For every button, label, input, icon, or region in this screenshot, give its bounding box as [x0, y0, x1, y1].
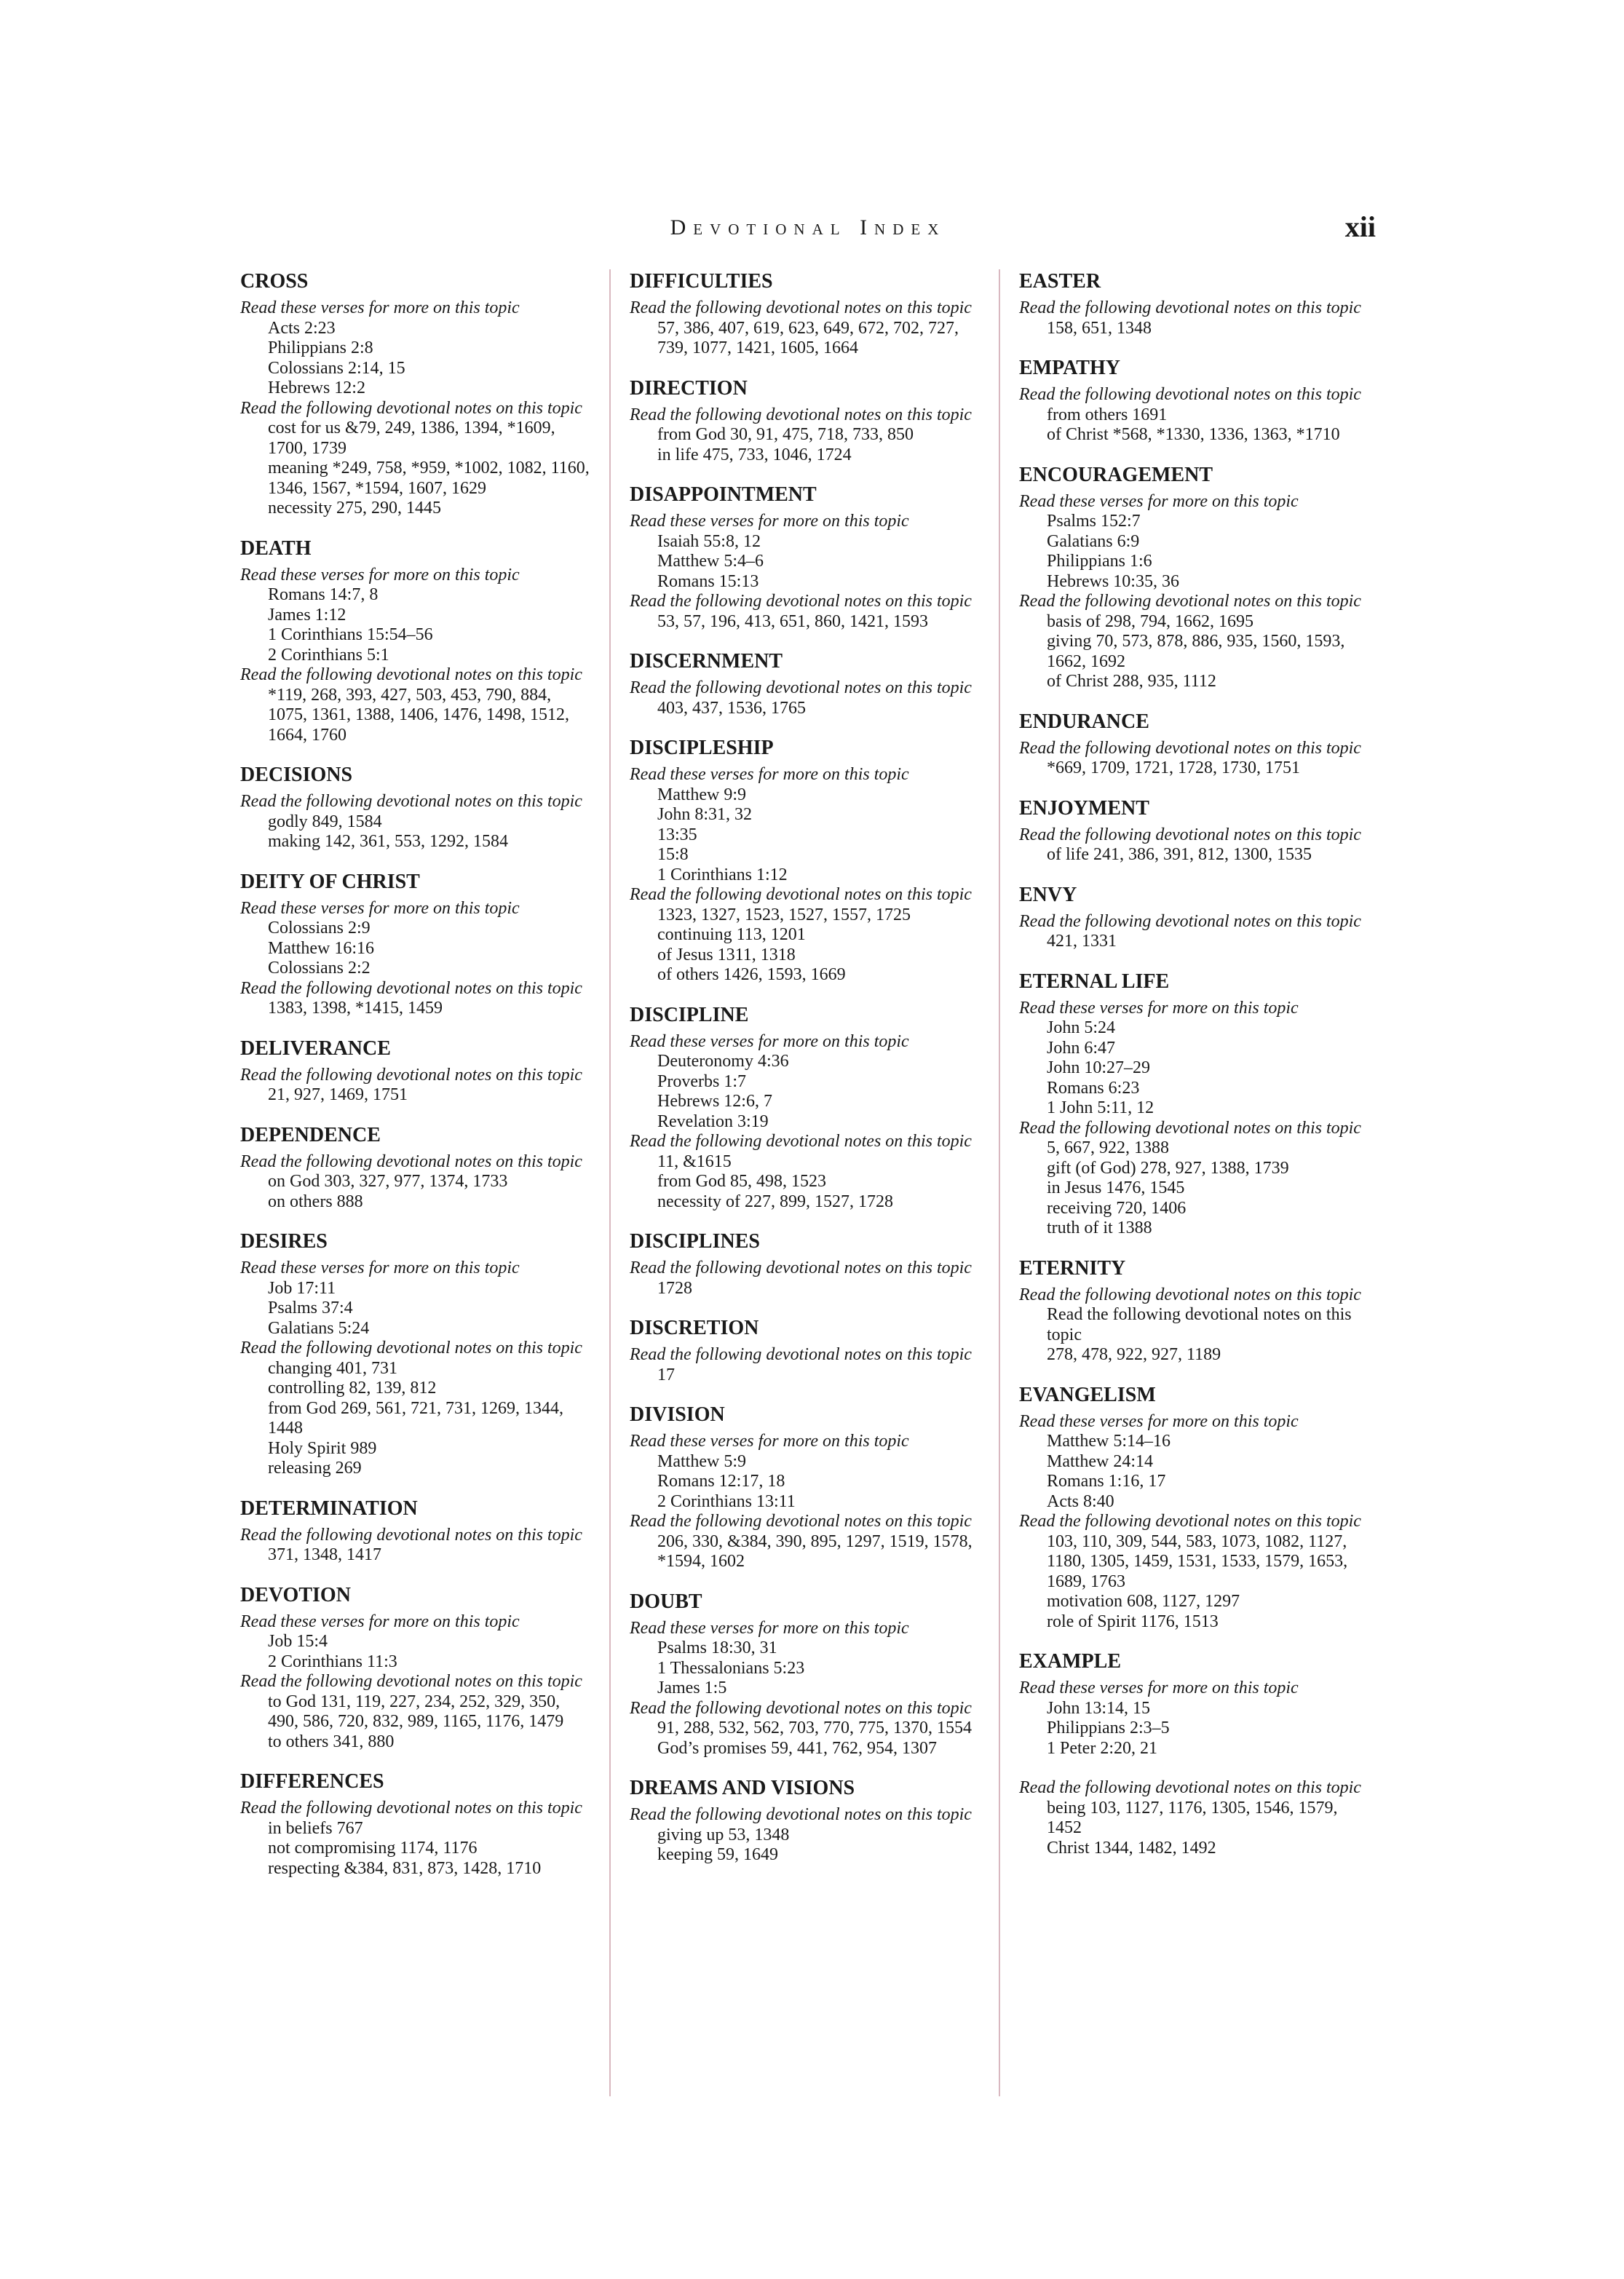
index-topic [630, 269, 979, 359]
index-entry: cost for us &79, 249, 1386, 1394, *1609, 1700, 1739 [268, 419, 555, 458]
topic-intro: Read the following devotional notes on this topic [630, 1512, 972, 1531]
topic-block [630, 678, 979, 718]
index-entry: on God 303, 327, 977, 1374, 1733 [268, 1172, 508, 1191]
index-entry: 1 Corinthians 15:54–56 [268, 625, 433, 644]
topic-title: DEVOTION [240, 1583, 351, 1606]
index-entry: from others 1691 [1047, 405, 1168, 424]
index-topic [1019, 796, 1368, 865]
topic-title: DREAMS AND VISIONS [630, 1777, 855, 1799]
topic-block [1019, 912, 1368, 952]
index-entry: on others 888 [268, 1192, 363, 1211]
topic-intro: Read these verses for more on this topic [630, 765, 909, 784]
topic-intro: Read the following devotional notes on this topic [1019, 1512, 1361, 1531]
topic-block [1019, 385, 1368, 445]
index-entry: John 5:24 [1047, 1018, 1116, 1037]
index-entry: from God 30, 91, 475, 718, 733, 850 [657, 425, 914, 444]
topic-intro: Read the following devotional notes on this topic [630, 678, 972, 697]
topic-intro: Read the following devotional notes on this topic [240, 978, 582, 998]
topic-block [240, 566, 590, 666]
topic-intro: Read the following devotional notes on this topic [630, 592, 972, 611]
topic-intro: Read the following devotional notes on this topic [240, 1525, 582, 1545]
column-divider [999, 269, 1000, 2096]
index-entry: Isaiah 55:8, 12 [657, 531, 761, 551]
topic-intro: Read the following devotional notes on this topic [1019, 738, 1361, 758]
index-topic [630, 376, 979, 466]
topic-title: ETERNITY [1019, 1256, 1126, 1280]
index-entry: Romans 12:17, 18 [657, 1472, 785, 1491]
topic-title: DISCIPLINE [630, 1003, 749, 1026]
topic-intro: Read the following devotional notes on this topic [240, 792, 582, 811]
topic-block [630, 1345, 979, 1385]
index-entry: of Jesus 1311, 1318 [657, 945, 796, 964]
topic-intro: Read the following devotional notes on this topic [1019, 1118, 1361, 1138]
topic-block [240, 1672, 590, 1752]
topic-block [1019, 1512, 1368, 1632]
index-entry: giving up 53, 1348 [657, 1825, 790, 1844]
topic-title: ENDURANCE [1019, 710, 1149, 733]
topic-block [240, 1612, 590, 1673]
index-entry: keeping 59, 1649 [657, 1845, 778, 1864]
index-entry: Philippians 1:6 [1047, 552, 1152, 571]
topic-intro: Read these verses for more on this topic [240, 1259, 520, 1277]
index-entry: God’s promises 59, 441, 762, 954, 1307 [657, 1738, 937, 1758]
index-topic [240, 1497, 590, 1566]
topic-intro: Read the following devotional notes on this topic [630, 405, 972, 424]
topic-block [630, 1032, 979, 1133]
index-entry: Matthew 5:4–6 [657, 552, 764, 571]
index-entry: Colossians 2:14, 15 [268, 358, 405, 378]
running-title: Devotional Index [670, 215, 946, 239]
index-entry: 21, 927, 1469, 1751 [268, 1085, 408, 1104]
index-entry: Revelation 3:19 [657, 1111, 769, 1131]
index-entry: continuing 113, 1201 [657, 925, 806, 944]
index-entry: godly 849, 1584 [268, 812, 382, 831]
index-entry: Job 15:4 [268, 1632, 328, 1651]
topic-intro: Read the following devotional notes on this topic [630, 1345, 972, 1364]
index-entry: Acts 2:23 [268, 318, 336, 338]
index-entry: 158, 651, 1348 [1047, 318, 1152, 338]
index-entry: Hebrews 12:6, 7 [657, 1092, 772, 1111]
index-entry: 421, 1331 [1047, 932, 1117, 951]
index-entry: Philippians 2:3–5 [1047, 1719, 1170, 1737]
index-entry: 206, 330, &384, 390, 895, 1297, 1519, 1578, *1594, 1602 [657, 1531, 973, 1571]
index-entry: Galatians 6:9 [1047, 531, 1140, 551]
index-entry: John 8:31, 32 [657, 805, 753, 824]
topic-intro: Read these verses for more on this topic [240, 565, 520, 584]
index-entry: in Jesus 1476, 1545 [1047, 1178, 1185, 1197]
index-entry: *669, 1709, 1721, 1728, 1730, 1751 [1047, 758, 1300, 777]
topic-block [1019, 1119, 1368, 1239]
index-entry: Holy Spirit 989 [268, 1438, 377, 1458]
index-entry: to others 341, 880 [268, 1732, 395, 1751]
topic-intro: Read these verses for more on this topic [630, 1618, 909, 1638]
topic-block [240, 792, 590, 852]
index-entry: to God 131, 119, 227, 234, 252, 329, 350, 490, 586, 720, 832, 989, 1165, 1176, 1479 [268, 1692, 564, 1731]
index-entry: necessity of 227, 899, 1527, 1728 [657, 1192, 893, 1211]
topic-block [630, 885, 979, 986]
topic-intro: Read the following devotional notes on this topic [1019, 1778, 1361, 1797]
index-entry: gift (of God) 278, 927, 1388, 1739 [1047, 1158, 1289, 1178]
topic-block [630, 1512, 979, 1572]
topic-intro: Read these verses for more on this topic [1019, 1678, 1299, 1697]
index-entry: Acts 8:40 [1047, 1491, 1114, 1511]
topic-title: ENVY [1019, 883, 1077, 906]
index-entry: giving 70, 573, 878, 886, 935, 1560, 1593, 1662, 1692 [1047, 632, 1345, 671]
topic-block [630, 1132, 979, 1212]
index-entry: John 13:14, 15 [1047, 1698, 1151, 1718]
index-entry: 1383, 1398, *1415, 1459 [268, 999, 443, 1018]
index-entry: Hebrews 10:35, 36 [1047, 571, 1179, 591]
index-topic [1019, 1649, 1368, 1858]
index-entry: from God 85, 498, 1523 [657, 1172, 826, 1191]
page-number: xii [1344, 210, 1376, 243]
topic-block [240, 1339, 590, 1479]
topic-block [240, 399, 590, 519]
index-entry: in beliefs 767 [268, 1818, 363, 1838]
topic-intro: Read the following devotional notes on this topic [240, 398, 582, 418]
index-entry: Matthew 5:9 [657, 1451, 746, 1471]
topic-title: DESIRES [240, 1230, 328, 1253]
index-entry: 371, 1348, 1417 [268, 1545, 381, 1564]
topic-title: DOUBT [630, 1590, 702, 1613]
topic-intro: Read the following devotional notes on this topic [240, 1065, 582, 1085]
index-entry: of Christ 288, 935, 1112 [1047, 672, 1216, 691]
topic-block [240, 1066, 590, 1106]
index-topic [630, 483, 979, 632]
index-topic [630, 1316, 979, 1385]
index-entry: 1323, 1327, 1523, 1527, 1557, 1725 [657, 905, 911, 924]
topic-block [630, 592, 979, 632]
topic-block [240, 298, 590, 399]
index-entry: Philippians 2:8 [268, 338, 373, 357]
topic-intro: Read the following devotional notes on this topic [240, 1339, 582, 1358]
index-topic [1019, 1256, 1368, 1366]
topic-block [630, 405, 979, 466]
topic-title: DECISIONS [240, 764, 353, 786]
topic-block [630, 1259, 979, 1299]
topic-block [630, 1699, 979, 1759]
topic-intro: Read the following devotional notes on this topic [240, 1672, 582, 1691]
topic-intro: Read the following devotional notes on this topic [630, 1698, 972, 1718]
index-entry: Deuteronomy 4:36 [657, 1052, 789, 1071]
topic-title: CROSS [240, 270, 309, 293]
index-topic [630, 1403, 979, 1572]
index-entry: truth of it 1388 [1047, 1218, 1152, 1237]
index-entry: 11, &1615 [657, 1152, 732, 1171]
index-entry: 1 Thessalonians 5:23 [657, 1658, 805, 1678]
index-entry: of Christ *568, *1330, 1336, 1363, *1710 [1047, 425, 1340, 444]
index-topic [630, 1229, 979, 1299]
topic-title: DIRECTION [630, 376, 748, 400]
topic-block [240, 1799, 590, 1879]
index-entry: 2 Corinthians 11:3 [268, 1652, 397, 1671]
index-topic [630, 1776, 979, 1866]
index-topic [1019, 1383, 1368, 1633]
index-entry: controlling 82, 139, 812 [268, 1379, 437, 1398]
index-entry: 53, 57, 196, 413, 651, 860, 1421, 1593 [657, 611, 928, 631]
index-entry: basis of 298, 794, 1662, 1695 [1047, 611, 1253, 631]
index-entry: *119, 268, 393, 427, 503, 453, 790, 884, 1075, 1361, 1388, 1406, 1476, 1498, 1512, 1664, 1760 [268, 685, 569, 745]
topic-title: DELIVERANCE [240, 1037, 391, 1060]
topic-intro: Read the following devotional notes on this topic [1019, 385, 1361, 404]
topic-title: EMPATHY [1019, 357, 1120, 379]
index-entry: Psalms 18:30, 31 [657, 1638, 777, 1657]
topic-title: EASTER [1019, 270, 1101, 293]
index-topic [630, 1590, 979, 1759]
topic-intro: Read the following devotional notes on this topic [630, 298, 972, 317]
index-entry: Matthew 24:14 [1047, 1451, 1153, 1471]
index-entry: Matthew 5:14–16 [1047, 1432, 1171, 1451]
topic-intro: Read these verses for more on this topic [630, 512, 909, 531]
index-entry: 5, 667, 922, 1388 [1047, 1138, 1169, 1157]
index-entry: Romans 6:23 [1047, 1078, 1140, 1098]
index-entry: Job 17:11 [268, 1278, 336, 1298]
topic-intro: Read the following devotional notes on this topic [630, 1132, 972, 1151]
index-topic [1019, 883, 1368, 952]
index-entry: Colossians 2:9 [268, 919, 371, 938]
index-entry: not compromising 1174, 1176 [268, 1839, 478, 1858]
index-topic [240, 870, 590, 1019]
index-entry: making 142, 361, 553, 1292, 1584 [268, 832, 508, 851]
index-topic [630, 736, 979, 986]
index-topic [240, 1229, 590, 1479]
index-entry: motivation 608, 1127, 1297 [1047, 1592, 1240, 1611]
topic-intro: Read these verses for more on this topic [1019, 491, 1299, 511]
topic-intro: Read these verses for more on this topic [240, 1612, 520, 1631]
topic-block [630, 1619, 979, 1699]
block-spacer [1019, 1759, 1368, 1778]
index-entry: Colossians 2:2 [268, 959, 371, 978]
index-entry: 17 [657, 1365, 675, 1384]
index-topic [1019, 710, 1368, 779]
topic-title: ENJOYMENT [1019, 796, 1149, 820]
index-entry: John 6:47 [1047, 1038, 1116, 1058]
index-topic [1019, 356, 1368, 445]
topic-title: ENCOURAGEMENT [1019, 463, 1213, 486]
topic-title: DISCRETION [630, 1317, 759, 1339]
index-topic [1019, 269, 1368, 338]
topic-title: DETERMINATION [240, 1497, 418, 1520]
index-entry: James 1:12 [268, 605, 346, 625]
topic-title: DEPENDENCE [240, 1123, 381, 1146]
topic-block [1019, 492, 1368, 592]
index-column-1 [240, 269, 590, 1896]
topic-title: DISCIPLINES [630, 1230, 760, 1253]
page-header [240, 210, 1376, 252]
index-entry: from God 269, 561, 721, 731, 1269, 1344, 1448 [268, 1398, 563, 1438]
index-entry: Romans 1:16, 17 [1047, 1472, 1166, 1491]
index-column-2 [630, 269, 979, 1883]
topic-title: DISAPPOINTMENT [630, 483, 817, 506]
topic-intro: Read the following devotional notes on this topic [1019, 298, 1361, 317]
topic-title: DEATH [240, 536, 312, 560]
index-entry: being 103, 1127, 1176, 1305, 1546, 1579, 1452 [1047, 1798, 1338, 1837]
topic-intro: Read the following devotional notes on this topic [1019, 1285, 1361, 1304]
index-entry: 15:8 [657, 845, 689, 864]
index-columns [240, 269, 1383, 2104]
topic-intro: Read these verses for more on this topic [630, 1031, 909, 1051]
index-entry: Matthew 16:16 [268, 938, 374, 958]
topic-title: EXAMPLE [1019, 1650, 1121, 1673]
topic-intro: Read these verses for more on this topic [630, 1432, 909, 1451]
topic-intro: Read the following devotional notes on this topic [630, 885, 972, 904]
index-topic [1019, 463, 1368, 692]
topic-block [1019, 298, 1368, 338]
index-entry: 2 Corinthians 5:1 [268, 645, 389, 665]
topic-title: DIFFICULTIES [630, 270, 773, 293]
index-entry: 278, 478, 922, 927, 1189 [1047, 1345, 1221, 1364]
topic-block [240, 1526, 590, 1566]
index-entry: 13:35 [657, 825, 697, 844]
topic-title: DIVISION [630, 1403, 725, 1426]
topic-title: DEITY OF CHRIST [240, 870, 420, 893]
index-entry: necessity 275, 290, 1445 [268, 499, 441, 518]
topic-intro: Read the following devotional notes on this topic [630, 1805, 972, 1824]
index-entry: Romans 14:7, 8 [268, 585, 379, 604]
index-entry: 103, 110, 309, 544, 583, 1073, 1082, 1127, 1180, 1305, 1459, 1531, 1533, 1579, 1653, 1689, 1763 [1047, 1531, 1348, 1591]
topic-intro: Read the following devotional notes on this topic [240, 1152, 582, 1171]
index-entry: James 1:5 [657, 1678, 727, 1697]
index-entry: 403, 437, 1536, 1765 [657, 698, 806, 718]
index-entry: Matthew 9:9 [657, 785, 746, 804]
index-entry: of others 1426, 1593, 1669 [657, 965, 846, 984]
topic-block [630, 765, 979, 885]
topic-block [1019, 1759, 1368, 1858]
topic-block [1019, 825, 1368, 865]
topic-block [240, 665, 590, 745]
index-entry: John 10:27–29 [1047, 1058, 1151, 1077]
topic-block [240, 979, 590, 1019]
index-entry: Psalms 152:7 [1047, 512, 1141, 531]
topic-title: DISCERNMENT [630, 650, 783, 673]
index-entry: respecting &384, 831, 873, 1428, 1710 [268, 1858, 542, 1878]
index-topic [240, 536, 590, 746]
index-entry: 1 Peter 2:20, 21 [1047, 1738, 1157, 1758]
topic-title: ETERNAL LIFE [1019, 970, 1170, 993]
index-entry: Psalms 37:4 [268, 1299, 353, 1317]
topic-block [630, 512, 979, 592]
index-entry: 2 Corinthians 13:11 [657, 1491, 796, 1511]
index-topic [1019, 970, 1368, 1239]
topic-title: DIFFERENCES [240, 1770, 384, 1793]
index-topic [240, 1769, 590, 1879]
index-entry: Read the following devotional notes on this topic [1047, 1305, 1352, 1344]
topic-intro: Read these verses for more on this topic [1019, 1411, 1299, 1431]
topic-block [630, 1805, 979, 1866]
topic-intro: Read these verses for more on this topic [240, 298, 520, 317]
topic-block [1019, 739, 1368, 779]
index-entry: Proverbs 1:7 [657, 1071, 746, 1091]
index-entry: role of Spirit 1176, 1513 [1047, 1612, 1219, 1631]
index-entry: Hebrews 12:2 [268, 378, 365, 397]
index-topic [240, 1037, 590, 1106]
index-entry: 1 John 5:11, 12 [1047, 1098, 1154, 1117]
index-entry: 1728 [657, 1278, 692, 1298]
topic-block [240, 1152, 590, 1213]
topic-title: EVANGELISM [1019, 1383, 1156, 1406]
index-entry: Galatians 5:24 [268, 1318, 370, 1338]
topic-block [630, 298, 979, 359]
index-entry: of life 241, 386, 391, 812, 1300, 1535 [1047, 845, 1312, 864]
topic-intro: Read these verses for more on this topic [1019, 998, 1299, 1018]
topic-block [1019, 1285, 1368, 1366]
topic-block [1019, 1412, 1368, 1513]
index-topic [240, 269, 590, 519]
index-entry: Romans 15:13 [657, 571, 759, 591]
index-topic [630, 1003, 979, 1213]
topic-intro: Read the following devotional notes on this topic [240, 1799, 582, 1818]
topic-intro: Read the following devotional notes on this topic [630, 1259, 972, 1277]
index-topic [240, 1123, 590, 1213]
index-entry: 1 Corinthians 1:12 [657, 865, 788, 884]
index-entry: meaning *249, 758, *959, *1002, 1082, 1160, 1346, 1567, *1594, 1607, 1629 [268, 459, 590, 498]
index-entry: 57, 386, 407, 619, 623, 649, 672, 702, 727, 739, 1077, 1421, 1605, 1664 [657, 318, 959, 357]
index-entry: Christ 1344, 1482, 1492 [1047, 1838, 1216, 1858]
index-entry: changing 401, 731 [268, 1358, 397, 1378]
index-entry: releasing 269 [268, 1459, 362, 1478]
topic-intro: Read the following devotional notes on this topic [1019, 911, 1361, 931]
topic-block [1019, 1678, 1368, 1759]
topic-block [1019, 592, 1368, 692]
index-entry: receiving 720, 1406 [1047, 1198, 1187, 1218]
index-entry: 91, 288, 532, 562, 703, 770, 775, 1370, 1554 [657, 1719, 972, 1737]
index-topic [240, 1583, 590, 1753]
topic-block [240, 899, 590, 979]
index-column-3 [1019, 269, 1368, 1876]
index-topic [630, 649, 979, 718]
topic-intro: Read the following devotional notes on this topic [1019, 825, 1361, 844]
topic-intro: Read the following devotional notes on this topic [240, 665, 582, 684]
index-entry: in life 475, 733, 1046, 1724 [657, 445, 852, 464]
index-topic [240, 763, 590, 852]
topic-block [1019, 999, 1368, 1119]
topic-title: DISCIPLESHIP [630, 737, 774, 759]
topic-block [630, 1432, 979, 1512]
topic-intro: Read the following devotional notes on this topic [1019, 592, 1361, 611]
topic-block [240, 1259, 590, 1339]
column-divider [609, 269, 611, 2096]
topic-intro: Read these verses for more on this topic [240, 898, 520, 918]
